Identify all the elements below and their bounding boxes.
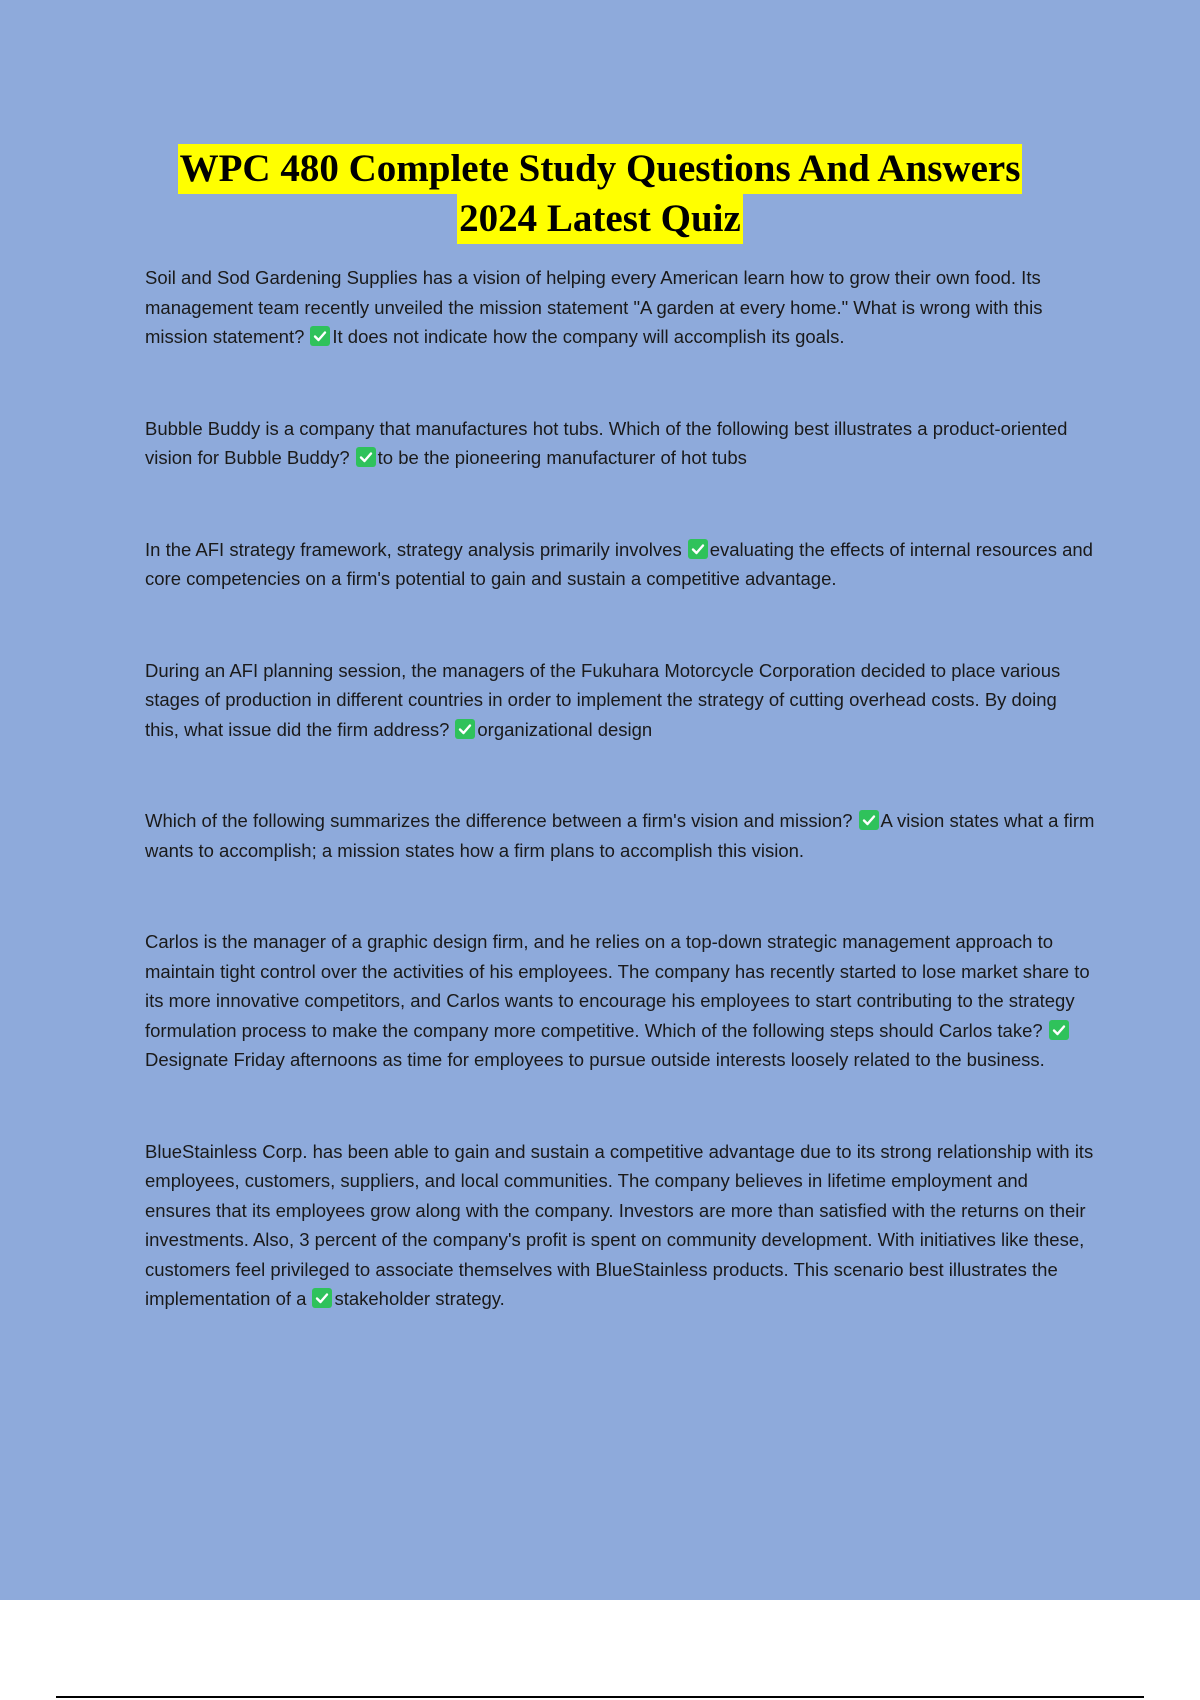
qa-item (145, 656, 1095, 745)
answer-text: A vision states what a firm wants to accomplish; a mission states how a firm plans to accomplish this vision. (145, 810, 1095, 861)
document-title (0, 144, 1200, 244)
question-text: During an AFI planning session, the managers of the Fukuhara Motorcycle Corporation decided to place various stages of production in different countries in order to implement the strategy of cutting overhead costs. By doing this, what issue did the firm address? (145, 659, 1061, 740)
title-line-1: WPC 480 Complete Study Questions And Answers (178, 144, 1023, 194)
answer-text: to be the pioneering manufacturer of hot tubs (377, 447, 747, 468)
check-mark-icon (310, 326, 330, 346)
answer-text: It does not indicate how the company will accomplish its goals. (332, 326, 845, 347)
qa-item (145, 263, 1095, 352)
qa-item (145, 927, 1095, 1075)
question-text: Which of the following summarizes the difference between a firm's vision and mission? (145, 810, 853, 831)
qa-item (145, 414, 1095, 473)
question-text: BlueStainless Corp. has been able to gain and sustain a competitive advantage due to its strong relationship with its employees, customers, suppliers, and local communities. The company believes in lifetime employment and ensures that its employees grow along with the company. Investors are more than satisfied with the returns on their investments. Also, 3 percent of the company's profit is spent on community development. With initiatives like these, customers feel privileged to associate themselves with BlueStainless products. This scenario best illustrates the implementation of a (145, 1140, 1094, 1309)
qa-item (145, 535, 1095, 594)
question-text: Carlos is the manager of a graphic design firm, and he relies on a top-down strategic management approach to maintain tight control over the activities of his employees. The company has recently started to lose market share to its more innovative competitors, and Carlos wants to encourage his employees to start contributing to the strategy formulation process to make the company more competitive. Which of the following steps should Carlos take? (145, 931, 1090, 1041)
qa-item (145, 806, 1095, 865)
question-text: Bubble Buddy is a company that manufactures hot tubs. Which of the following best illustrates a product-oriented vision for Bubble Buddy? (145, 417, 1068, 468)
check-mark-icon (312, 1288, 332, 1308)
check-mark-icon (1049, 1020, 1069, 1040)
title-line-2: 2024 Latest Quiz (457, 194, 743, 244)
check-mark-icon (356, 447, 376, 467)
answer-text: organizational design (477, 718, 653, 740)
answer-text: Designate Friday afternoons as time for employees to pursue outside interests loosely related to the business. (145, 1049, 1045, 1070)
answer-text: evaluating the effects of internal resources and core competencies on a firm's potential to gain and sustain a competitive advantage. (145, 538, 1093, 589)
qa-item (145, 1137, 1095, 1314)
answer-text: stakeholder strategy. (334, 1288, 505, 1309)
check-mark-icon (688, 539, 708, 559)
question-text: In the AFI strategy framework, strategy analysis primarily involves (145, 538, 682, 560)
check-mark-icon (859, 810, 879, 830)
qa-list (145, 263, 1095, 1314)
check-mark-icon (455, 719, 475, 739)
footer-divider (56, 1696, 1144, 1698)
question-text: Soil and Sod Gardening Supplies has a vision of helping every American learn how to grow their own food. Its management team recently unveiled the mission statement "A garden at every home." What is wrong with this mission statement? (145, 267, 1043, 347)
